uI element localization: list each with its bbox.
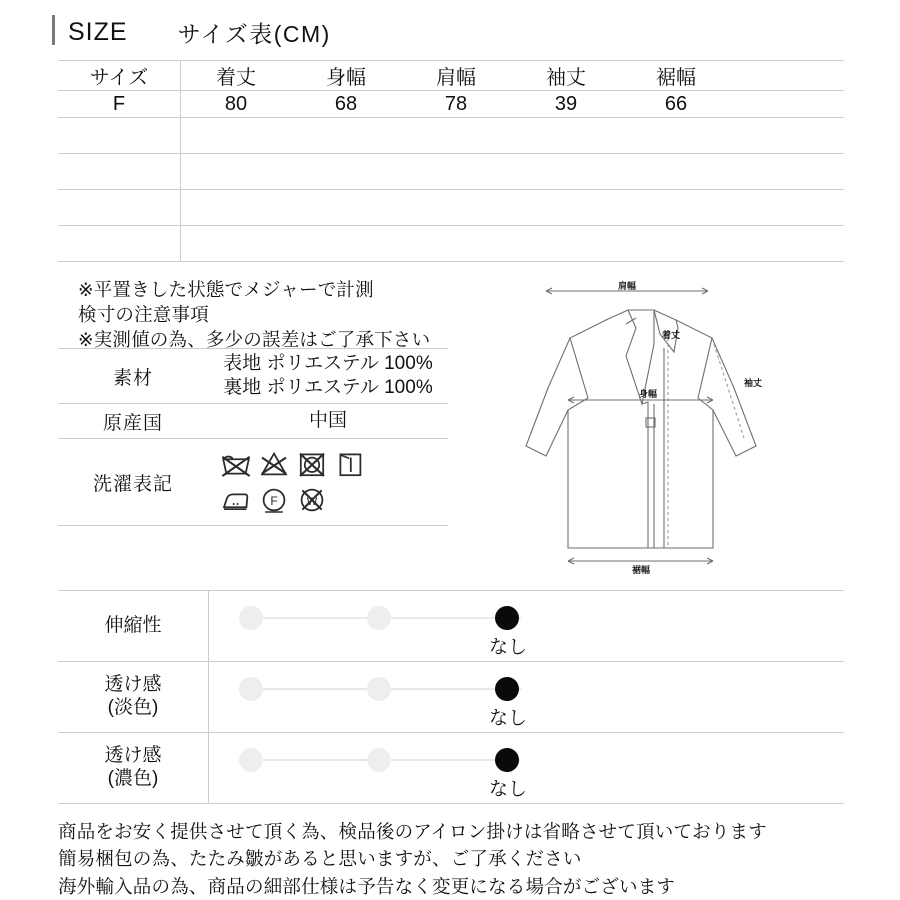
property-rating-table xyxy=(58,590,844,804)
rating-label-line2: (濃色) xyxy=(107,768,159,789)
spec-value-care xyxy=(208,439,448,526)
header-cell-spacer xyxy=(731,61,844,91)
rating-value-stretch: なし xyxy=(489,637,528,658)
scale-dot-2 xyxy=(495,606,519,630)
rating-label-line1: 伸縮性 xyxy=(104,614,162,636)
rating-row-stretch xyxy=(58,591,844,662)
scale-track xyxy=(239,746,539,800)
rating-row-sheer-light xyxy=(58,662,844,733)
rating-label-line1: 透け感 xyxy=(104,674,162,696)
spec-key-origin: 原産国 xyxy=(58,404,208,439)
scale-dot-1 xyxy=(367,606,391,630)
iron-low-icon xyxy=(220,484,252,516)
footer-line-2: 簡易梱包の為、たたみ皺があると思いますが、ご了承ください xyxy=(58,848,582,870)
footer-line-3: 海外輸入品の為、商品の細部仕様は予告なく変更になる場合がございます xyxy=(58,875,676,897)
rating-value-sheer-dark: なし xyxy=(489,779,528,800)
spec-row-material xyxy=(58,349,448,404)
note-line-1: ※平置きした状態でメジャーで計測 xyxy=(78,279,374,300)
spec-row-care xyxy=(58,439,448,526)
cell-sleeve-value: 39 xyxy=(511,91,621,118)
cell-size-value: F xyxy=(58,91,181,118)
cell-shoulder-value: 78 xyxy=(401,91,511,118)
header-cell-shoulder: 肩幅 xyxy=(401,61,511,91)
rating-label-line2: (淡色) xyxy=(107,697,159,718)
no-bleach-icon xyxy=(258,448,290,480)
spec-table xyxy=(58,348,448,526)
scale-track xyxy=(239,604,539,658)
header-cell-length: 着丈 xyxy=(181,61,292,91)
footer-disclaimer xyxy=(58,818,858,900)
measurement-notes xyxy=(78,278,498,353)
cell-spacer xyxy=(731,91,844,118)
header-cell-bust: 身幅 xyxy=(291,61,401,91)
spec-value-material xyxy=(208,349,448,404)
table-header-row xyxy=(58,61,844,91)
line-dry-icon xyxy=(334,448,366,480)
rating-label-line1: 透け感 xyxy=(104,745,162,767)
material-outer: 表地 ポリエステル 100% xyxy=(223,353,433,375)
svg-text:F: F xyxy=(270,493,278,508)
note-line-2: 検寸の注意事項 xyxy=(78,303,209,325)
diagram-label-sleeve: 袖丈 xyxy=(743,378,763,388)
table-row xyxy=(58,91,844,118)
header-cell-size: サイズ xyxy=(58,61,181,91)
header-cell-hem: 裾幅 xyxy=(621,61,731,91)
svg-text:W: W xyxy=(306,495,318,508)
diagram-label-length: 着丈 xyxy=(661,330,681,340)
page-subtitle: サイズ表(CM) xyxy=(177,20,331,47)
rating-scale-stretch xyxy=(209,591,845,662)
size-measurement-table xyxy=(58,60,844,262)
rating-value-sheer-light: なし xyxy=(489,708,528,729)
rating-scale-sheer-dark xyxy=(209,733,845,804)
scale-dot-0 xyxy=(239,677,263,701)
scale-dot-2 xyxy=(495,748,519,772)
cell-bust-value: 68 xyxy=(291,91,401,118)
scale-dot-0 xyxy=(239,748,263,772)
coat-illustration xyxy=(508,278,818,578)
cell-length-value: 80 xyxy=(181,91,292,118)
diagram-label-bust: 身幅 xyxy=(638,389,658,399)
scale-dot-0 xyxy=(239,606,263,630)
dryclean-f-icon xyxy=(258,484,290,516)
garment-diagram xyxy=(508,278,818,578)
table-empty-row xyxy=(58,190,844,226)
care-symbol-group xyxy=(208,448,448,516)
care-symbol-row-1 xyxy=(220,448,366,480)
page-title: SIZE xyxy=(68,17,128,46)
spec-key-care: 洗濯表記 xyxy=(58,439,208,526)
spec-row-origin xyxy=(58,404,448,439)
table-empty-row xyxy=(58,154,844,190)
diagram-label-shoulder: 肩幅 xyxy=(617,281,637,291)
rating-row-sheer-dark xyxy=(58,733,844,804)
no-tumble-dry-icon xyxy=(296,448,328,480)
rating-label-sheer-dark xyxy=(58,733,209,804)
rating-scale-sheer-light xyxy=(209,662,845,733)
page-header xyxy=(58,12,842,52)
scale-dot-2 xyxy=(495,677,519,701)
table-empty-row xyxy=(58,118,844,154)
no-wet-cleaning-icon xyxy=(296,484,328,516)
material-lining: 裏地 ポリエステル 100% xyxy=(223,377,433,398)
header-accent-bar xyxy=(52,15,55,45)
rating-label-sheer-light xyxy=(58,662,209,733)
cell-hem-value: 66 xyxy=(621,91,731,118)
scale-dot-1 xyxy=(367,677,391,701)
scale-track xyxy=(239,675,539,729)
care-symbol-row-2 xyxy=(220,484,328,516)
header-cell-sleeve: 袖丈 xyxy=(511,61,621,91)
footer-line-1: 商品をお安く提供させて頂く為、検品後のアイロン掛けは省略させて頂いております xyxy=(58,821,767,842)
note-line-3: ※実測値の為、多少の誤差はご了承下さい xyxy=(78,328,431,350)
rating-label-stretch xyxy=(58,591,209,662)
spec-key-material: 素材 xyxy=(58,349,208,404)
scale-dot-1 xyxy=(367,748,391,772)
no-machine-wash-icon xyxy=(220,448,252,480)
table-empty-row xyxy=(58,226,844,262)
diagram-label-hem: 裾幅 xyxy=(631,565,651,575)
spec-value-origin: 中国 xyxy=(208,404,448,439)
